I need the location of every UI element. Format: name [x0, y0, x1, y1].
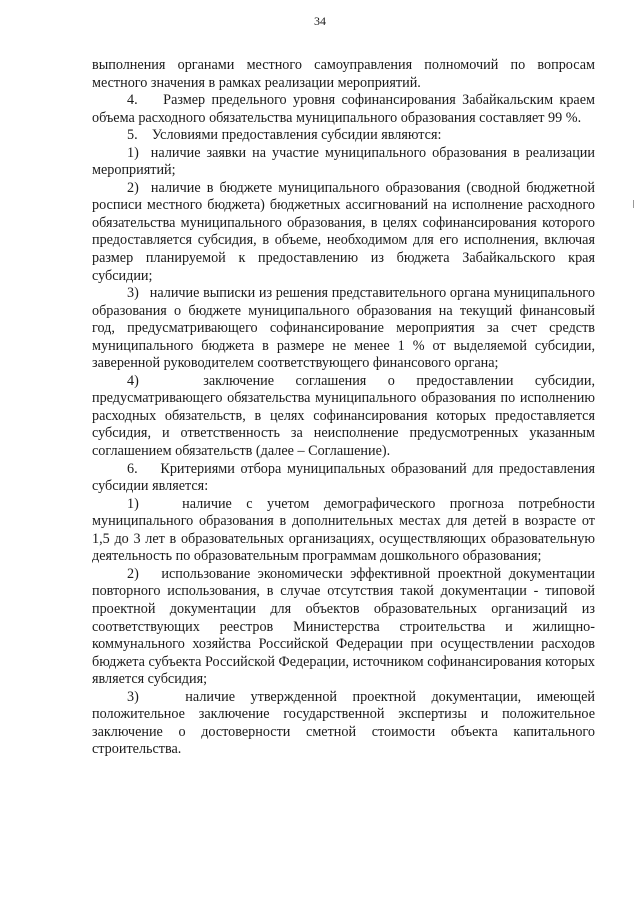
page-number: 34 [314, 14, 326, 28]
paragraph-item-4: 4. Размер предельного уровня софинансирования Забайкальским краем объема расходного обязательства муниципального образования составляет 99 %. [92, 92, 595, 126]
document-body [92, 57, 595, 759]
subitem-5-2: 2) наличие в бюджете муниципального образования (сводной бюджетной росписи местного бюджета) бюджетных ассигнований на исполнение расходного обязательства муниципального образования, в целях софинансирования которого предоставляется субсидия, в объеме, необходимом для его исполнения, включая размер планируемой к предоставлению из бюджета Забайкальского края субсидии; [92, 179, 595, 284]
scan-edge-mark [633, 200, 634, 208]
subitem-5-4: 4) заключение соглашения о предоставлении субсидии, предусматривающего обязательства муниципального образования по исполнению расходных обязательств, в целях софинансирования которых предоставляется субсидия, и ответственность за неисполнение предусмотренных указанным соглашением обязательств (далее – Соглашение). [92, 372, 595, 460]
subitem-6-1: 1) наличие с учетом демографического прогноза потребности муниципального образования в дополнительных местах для детей в возрасте от 1,5 до 3 лет в образовательных организациях, осуществляющих образовательную деятельность по образовательным программам дошкольного образования; [92, 495, 595, 565]
subitem-5-1: 1) наличие заявки на участие муниципального образования в реализации мероприятий; [92, 144, 595, 179]
subitem-6-3: 3) наличие утвержденной проектной документации, имеющей положительное заключение государственной экспертизы и положительное заключение о достоверности сметной стоимости объекта капитального строительства. [92, 688, 595, 758]
subitem-5-3: 3) наличие выписки из решения представительного органа муниципального образования о бюджете муниципального образования на текущий финансовый год, предусматривающего софинансирование мероприятия за счет средств муниципального бюджета в размере не менее 1 % от выделяемой субсидии, заверенной руководителем соответствующего финансового органа; [92, 285, 595, 372]
paragraph-item-6: 6. Критериями отбора муниципальных образований для предоставления субсидии является: [92, 460, 595, 495]
paragraph-item-5: 5. Условиями предоставления субсидии являются: [127, 127, 442, 144]
subitem-6-2: 2) использование экономически эффективной проектной документации повторного использования, в случае отсутствия такой документации - типовой проектной документации для объектов образовательных организаций из соответствующих реестров Министерства строительства и жилищно-коммунального хозяйства Российской Федерации при осуществлении расходов бюджета субъекта Российской Федерации, источником софинансирования которых является субсидия; [92, 565, 595, 688]
paragraph-continuation: выполнения органами местного самоуправления полномочий по вопросам местного значения в рамках реализации мероприятий. [92, 57, 595, 91]
